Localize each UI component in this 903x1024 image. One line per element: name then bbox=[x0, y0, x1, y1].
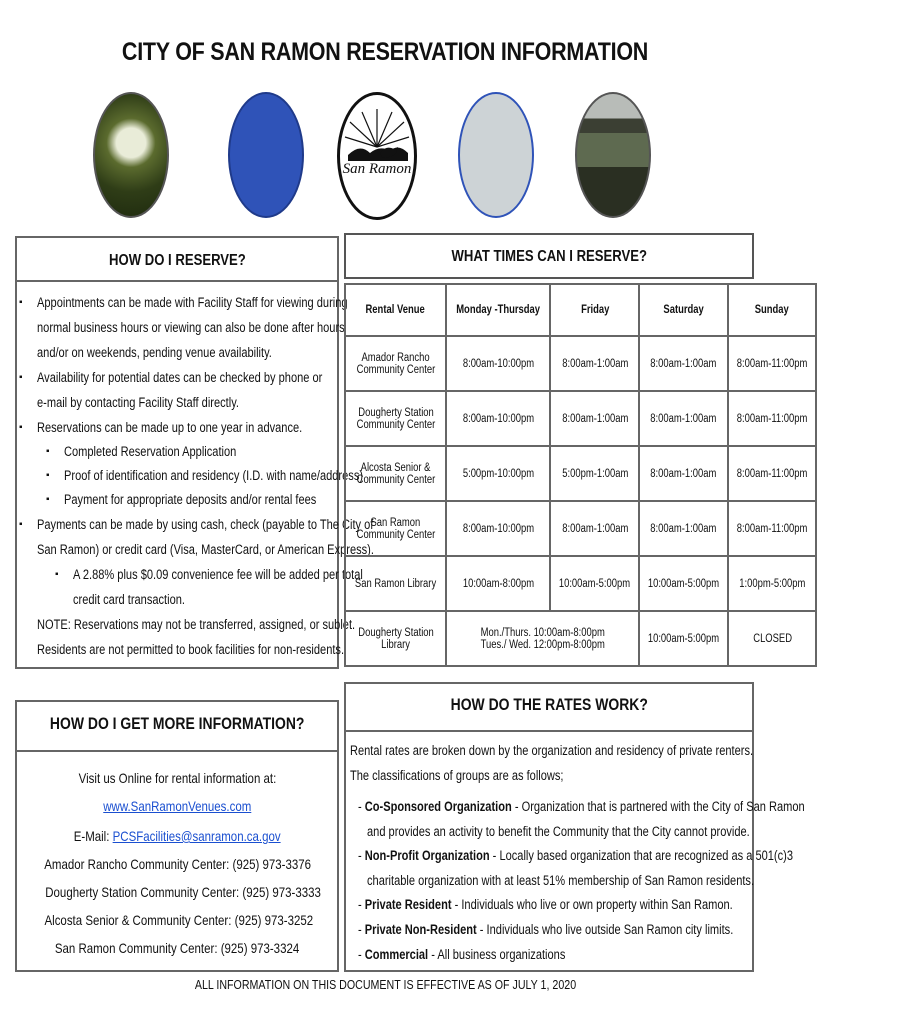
table-row bbox=[345, 446, 816, 501]
visit-text: Visit us Online for rental information at: bbox=[78, 770, 276, 786]
note-line: Residents are not permitted to book facilities for non-residents. bbox=[37, 642, 345, 657]
time-cell: 8:00am-11:00pm bbox=[728, 446, 816, 501]
time-cell: 10:00am-8:00pm bbox=[446, 556, 550, 611]
time-cell: 8:00am-11:00pm bbox=[728, 501, 816, 556]
rates-header-box bbox=[344, 682, 754, 732]
rate-desc: - Organization that is partnered with the City of San Ramon bbox=[511, 799, 805, 814]
time-cell: 10:00am-5:00pm bbox=[550, 556, 639, 611]
info-heading: HOW DO I GET MORE INFORMATION? bbox=[49, 714, 305, 733]
note-line: NOTE: Reservations may not be transferred, assigned, or sublet. bbox=[37, 617, 356, 632]
info-header-box bbox=[15, 700, 339, 752]
website-link[interactable]: www.SanRamonVenues.com bbox=[102, 798, 252, 814]
rates-intro: The classifications of groups are as follows; bbox=[350, 768, 564, 783]
logo-graphic-icon bbox=[340, 95, 414, 217]
rate-desc: - All business organizations bbox=[428, 947, 566, 962]
san-ramon-logo bbox=[337, 92, 417, 220]
rate-desc-cont: charitable organization with at least 51% membership of San Ramon residents. bbox=[367, 873, 755, 888]
reserve-header-box bbox=[15, 236, 339, 282]
venue-cell: Alcosta Senior & Community Center bbox=[345, 446, 446, 501]
time-cell: 8:00am-10:00pm bbox=[446, 336, 550, 391]
time-cell: 8:00am-1:00am bbox=[550, 501, 639, 556]
times-heading: WHAT TIMES CAN I RESERVE? bbox=[451, 248, 647, 265]
rate-term: Commercial bbox=[364, 947, 429, 962]
column-header: Rental Venue bbox=[345, 284, 446, 336]
reserve-subline: credit card transaction. bbox=[73, 592, 185, 607]
reserve-line: Availability for potential dates can be checked by phone or bbox=[37, 370, 323, 385]
reserve-line: Payments can be made by using cash, check (payable to The City of bbox=[37, 517, 374, 532]
grey-circle-graphic bbox=[458, 92, 534, 218]
time-cell: 8:00am-10:00pm bbox=[446, 391, 550, 446]
time-cell: 8:00am-1:00am bbox=[639, 446, 728, 501]
venue-cell: Dougherty Station Library bbox=[345, 611, 446, 666]
rates-heading: HOW DO THE RATES WORK? bbox=[450, 695, 648, 714]
email-label: E-Mail: bbox=[73, 828, 113, 844]
reserve-subline: A 2.88% plus $0.09 convenience fee will be added per total bbox=[73, 567, 363, 582]
table-header-row bbox=[345, 284, 816, 336]
logo-text: San Ramon bbox=[342, 161, 412, 177]
phone-line: Alcosta Senior & Community Center: (925) 973-3252 bbox=[44, 912, 314, 928]
table-row bbox=[345, 556, 816, 611]
reserve-line: e-mail by contacting Facility Staff directly. bbox=[37, 395, 240, 410]
rate-desc: - Individuals who live outside San Ramon city limits. bbox=[476, 922, 734, 937]
reservation-times-table bbox=[344, 283, 817, 667]
rate-term: Non-Profit Organization bbox=[364, 848, 490, 863]
page-title: CITY OF SAN RAMON RESERVATION INFORMATION bbox=[121, 38, 649, 66]
time-cell: 8:00am-1:00am bbox=[550, 391, 639, 446]
effective-date-footer: ALL INFORMATION ON THIS DOCUMENT IS EFFECTIVE AS OF JULY 1, 2020 bbox=[194, 977, 576, 992]
reserve-subline: Payment for appropriate deposits and/or rental fees bbox=[64, 492, 317, 507]
times-header-box bbox=[344, 233, 754, 279]
rate-term: Private Resident bbox=[364, 897, 452, 912]
rate-desc: - Locally based organization that are recognized as a 501(c)3 bbox=[489, 848, 793, 863]
time-cell: CLOSED bbox=[728, 611, 816, 666]
phone-line: Amador Rancho Community Center: (925) 973-3376 bbox=[44, 856, 312, 872]
phone-line: Dougherty Station Community Center: (925) 973-3333 bbox=[45, 884, 321, 900]
blue-circle-graphic bbox=[228, 92, 304, 218]
table-row bbox=[345, 336, 816, 391]
rate-term: Private Non-Resident bbox=[364, 922, 477, 937]
time-cell: 8:00am-1:00am bbox=[550, 336, 639, 391]
time-cell: Mon./Thurs. 10:00am-8:00pm Tues./ Wed. 12:00pm-8:00pm bbox=[446, 611, 639, 666]
time-cell: 8:00am-1:00am bbox=[639, 391, 728, 446]
reserve-line: normal business hours or viewing can also be done after hours bbox=[37, 320, 345, 335]
reserve-subline: Completed Reservation Application bbox=[64, 444, 237, 459]
column-header: Monday -Thursday bbox=[446, 284, 550, 336]
venue-cell: Dougherty Station Community Center bbox=[345, 391, 446, 446]
reserve-line: and/or on weekends, pending venue availability. bbox=[37, 345, 272, 360]
rates-intro: Rental rates are broken down by the organization and residency of private renters. bbox=[350, 743, 754, 758]
time-cell: 8:00am-1:00am bbox=[639, 501, 728, 556]
column-header: Sunday bbox=[728, 284, 816, 336]
time-cell: 1:00pm-5:00pm bbox=[728, 556, 816, 611]
time-cell: 10:00am-5:00pm bbox=[639, 611, 728, 666]
info-content bbox=[15, 764, 339, 962]
venue-cell: San Ramon Library bbox=[345, 556, 446, 611]
reserve-line: Appointments can be made with Facility Staff for viewing during bbox=[37, 295, 348, 310]
phone-line: San Ramon Community Center: (925) 973-3324 bbox=[54, 940, 300, 956]
rate-desc: - Individuals who live or own property within San Ramon. bbox=[451, 897, 733, 912]
time-cell: 8:00am-1:00am bbox=[639, 336, 728, 391]
reserve-subline: Proof of identification and residency (I.D. with name/address) bbox=[64, 468, 364, 483]
table-row bbox=[345, 391, 816, 446]
rate-desc-cont: and provides an activity to benefit the Community that the City cannot provide. bbox=[367, 824, 750, 839]
time-cell: 8:00am-11:00pm bbox=[728, 336, 816, 391]
time-cell: 10:00am-5:00pm bbox=[639, 556, 728, 611]
reserve-heading: HOW DO I RESERVE? bbox=[108, 252, 246, 269]
reserve-line: San Ramon) or credit card (Visa, MasterCard, or American Express). bbox=[37, 542, 374, 557]
time-cell: 5:00pm-10:00pm bbox=[446, 446, 550, 501]
table-row bbox=[345, 611, 816, 666]
rate-term: Co-Sponsored Organization bbox=[364, 799, 512, 814]
reserve-line: Reservations can be made up to one year in advance. bbox=[37, 420, 303, 435]
time-cell: 5:00pm-1:00am bbox=[550, 446, 639, 501]
table-row bbox=[345, 501, 816, 556]
email-link[interactable]: PCSFacilities@sanramon.ca.gov bbox=[112, 828, 281, 844]
tree-photo-image bbox=[93, 92, 169, 218]
venue-cell: San Ramon Community Center bbox=[345, 501, 446, 556]
column-header: Friday bbox=[550, 284, 639, 336]
library-photo-image bbox=[575, 92, 651, 218]
venue-cell: Amador Rancho Community Center bbox=[345, 336, 446, 391]
time-cell: 8:00am-10:00pm bbox=[446, 501, 550, 556]
time-cell: 8:00am-11:00pm bbox=[728, 391, 816, 446]
column-header: Saturday bbox=[639, 284, 728, 336]
